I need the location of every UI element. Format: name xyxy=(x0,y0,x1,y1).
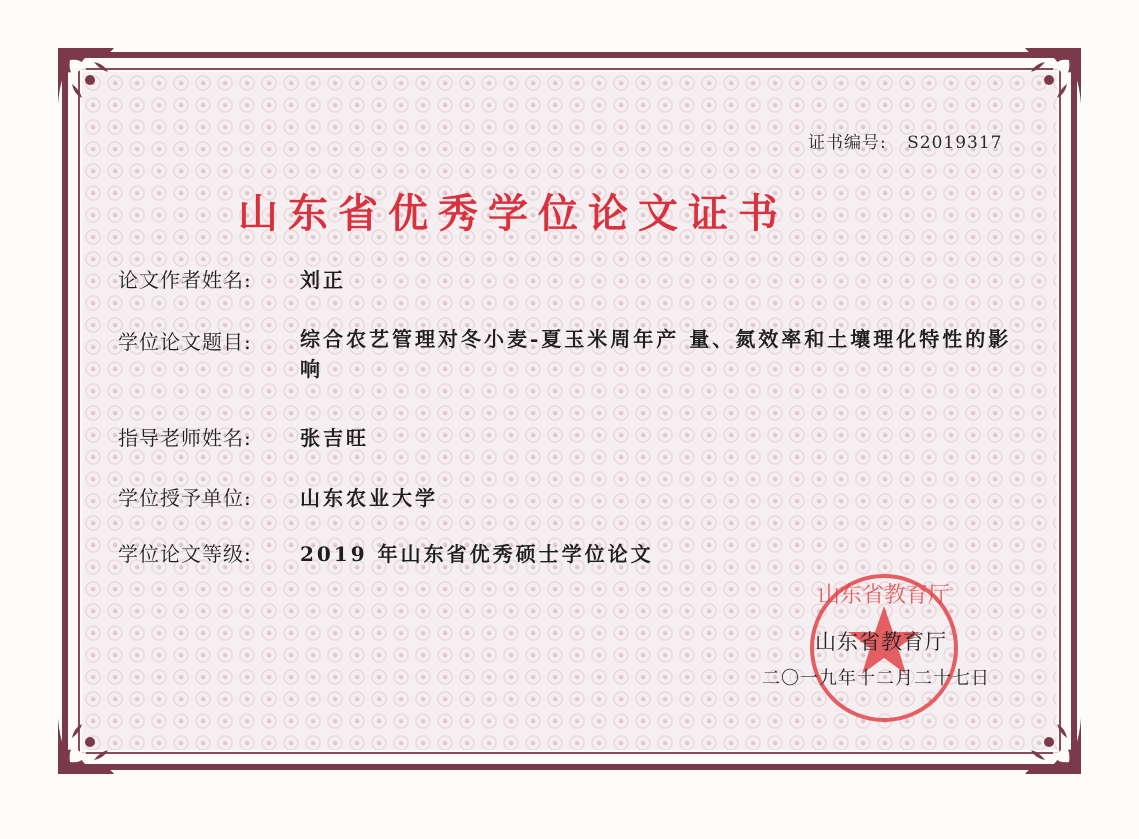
field-label: 学位授予单位: xyxy=(118,486,252,510)
corner-ornament-icon xyxy=(1007,44,1085,122)
corner-ornament-icon xyxy=(1007,700,1085,778)
certificate-number-label: 证书编号: xyxy=(808,133,887,153)
issuer-name: 山东省教育厅 xyxy=(815,630,947,654)
field-value: 山东农业大学 xyxy=(300,486,438,510)
field-label: 论文作者姓名: xyxy=(118,268,252,292)
seal-text: 山东省教育厅 xyxy=(817,583,951,608)
field-value: 2019 年山东省优秀硕士学位论文 xyxy=(300,542,654,566)
corner-ornament-icon xyxy=(54,700,132,778)
field-grade xyxy=(118,538,654,567)
field-thesis-title xyxy=(118,326,1012,381)
field-label: 学位论文题目: xyxy=(118,330,252,354)
field-value: 刘正 xyxy=(300,268,346,292)
field-label: 指导老师姓名: xyxy=(118,426,252,450)
field-value: 张吉旺 xyxy=(300,426,369,450)
certificate-number-value: S2019317 xyxy=(907,133,1003,153)
certificate-number xyxy=(808,128,1003,153)
field-institution xyxy=(118,482,438,511)
field-author xyxy=(118,264,346,293)
corner-ornament-icon xyxy=(54,44,132,122)
certificate-title: 山东省优秀学位论文证书 xyxy=(238,191,788,237)
field-value: 综合农艺管理对冬小麦-夏玉米周年产 量、氮效率和土壤理化特性的影响 xyxy=(300,327,1012,381)
field-label: 学位论文等级: xyxy=(118,542,252,566)
field-advisor xyxy=(118,422,369,451)
issue-date: 二〇一九年十二月二十七日 xyxy=(762,668,990,689)
